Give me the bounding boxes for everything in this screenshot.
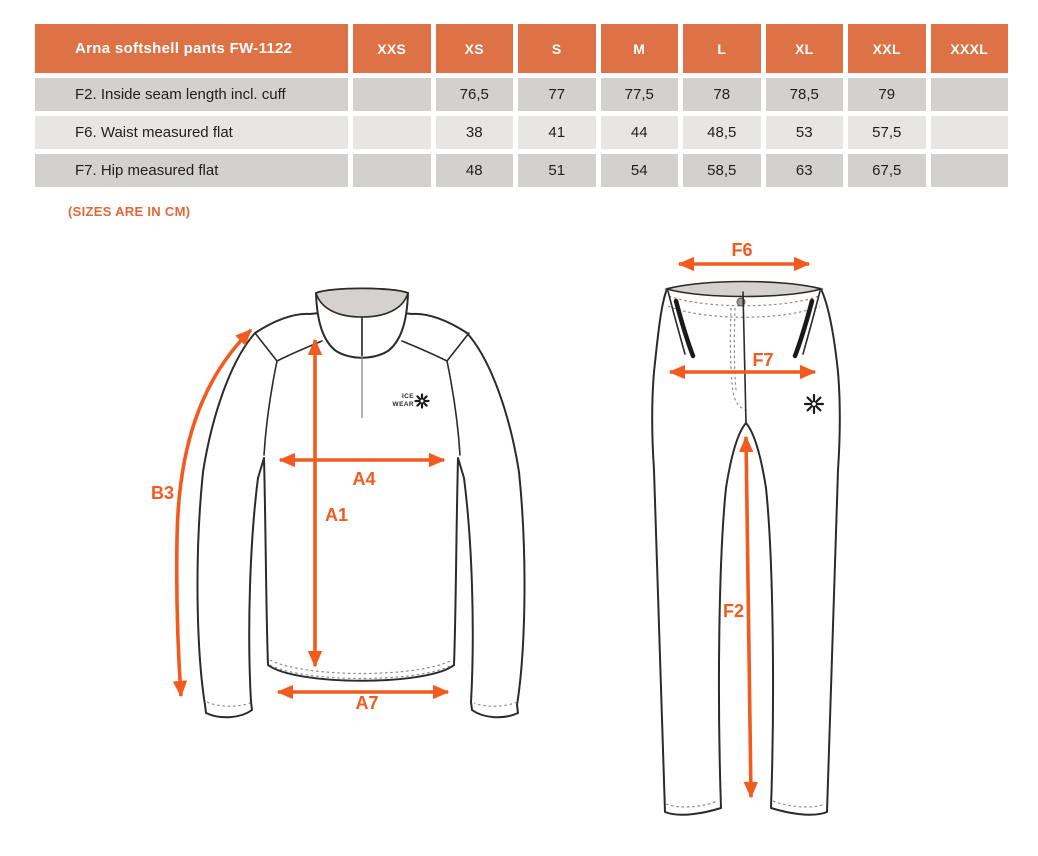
row-label-f6: F6. Waist measured flat xyxy=(35,116,348,149)
size-header-xxl: XXL xyxy=(848,24,926,73)
label-a7: A7 xyxy=(355,693,379,713)
arrow-f2 xyxy=(746,437,751,797)
row-label-f7: F7. Hip measured flat xyxy=(35,154,348,187)
snowflake-icon xyxy=(805,395,823,413)
table-title: Arna softshell pants FW-1122 xyxy=(35,24,348,73)
label-f6: F6 xyxy=(731,240,753,260)
size-header-m: M xyxy=(601,24,679,73)
value-cell: 51 xyxy=(518,154,596,187)
sizes-unit-note: (SIZES ARE IN CM) xyxy=(68,204,191,219)
value-cell: 58,5 xyxy=(683,154,761,187)
size-header-xxxl: XXXL xyxy=(931,24,1009,73)
value-cell: 57,5 xyxy=(848,116,926,149)
pants-diagram xyxy=(652,240,840,815)
size-header-l: L xyxy=(683,24,761,73)
logo-text-ice: ICE xyxy=(401,393,414,400)
value-cell: 77,5 xyxy=(601,78,679,111)
value-cell: 79 xyxy=(848,78,926,111)
row-label-f2: F2. Inside seam length incl. cuff xyxy=(35,78,348,111)
size-header-s: S xyxy=(518,24,596,73)
label-a4: A4 xyxy=(352,469,376,489)
label-b3: B3 xyxy=(150,483,174,503)
logo-text-wear: WEAR xyxy=(392,401,414,408)
value-cell: 76,5 xyxy=(436,78,514,111)
value-cell: 38 xyxy=(436,116,514,149)
waistband-inside xyxy=(667,282,821,297)
size-header-xxs: XXS xyxy=(353,24,431,73)
label-f7: F7 xyxy=(752,350,774,370)
value-cell: 77 xyxy=(518,78,596,111)
label-a1: A1 xyxy=(325,505,349,525)
value-cell: 67,5 xyxy=(848,154,926,187)
shirt-outline xyxy=(197,311,524,717)
value-cell: 78,5 xyxy=(766,78,844,111)
size-header-xl: XL xyxy=(766,24,844,73)
value-cell: 63 xyxy=(766,154,844,187)
value-cell: 78 xyxy=(683,78,761,111)
size-header-xs: XS xyxy=(436,24,514,73)
value-cell: 54 xyxy=(601,154,679,187)
value-cell: 41 xyxy=(518,116,596,149)
value-cell: 53 xyxy=(766,116,844,149)
value-cell: 48,5 xyxy=(683,116,761,149)
snowflake-icon xyxy=(416,395,429,408)
label-f2: F2 xyxy=(722,601,744,621)
value-cell: 44 xyxy=(601,116,679,149)
value-cell: 48 xyxy=(436,154,514,187)
shirt-diagram xyxy=(151,289,525,718)
